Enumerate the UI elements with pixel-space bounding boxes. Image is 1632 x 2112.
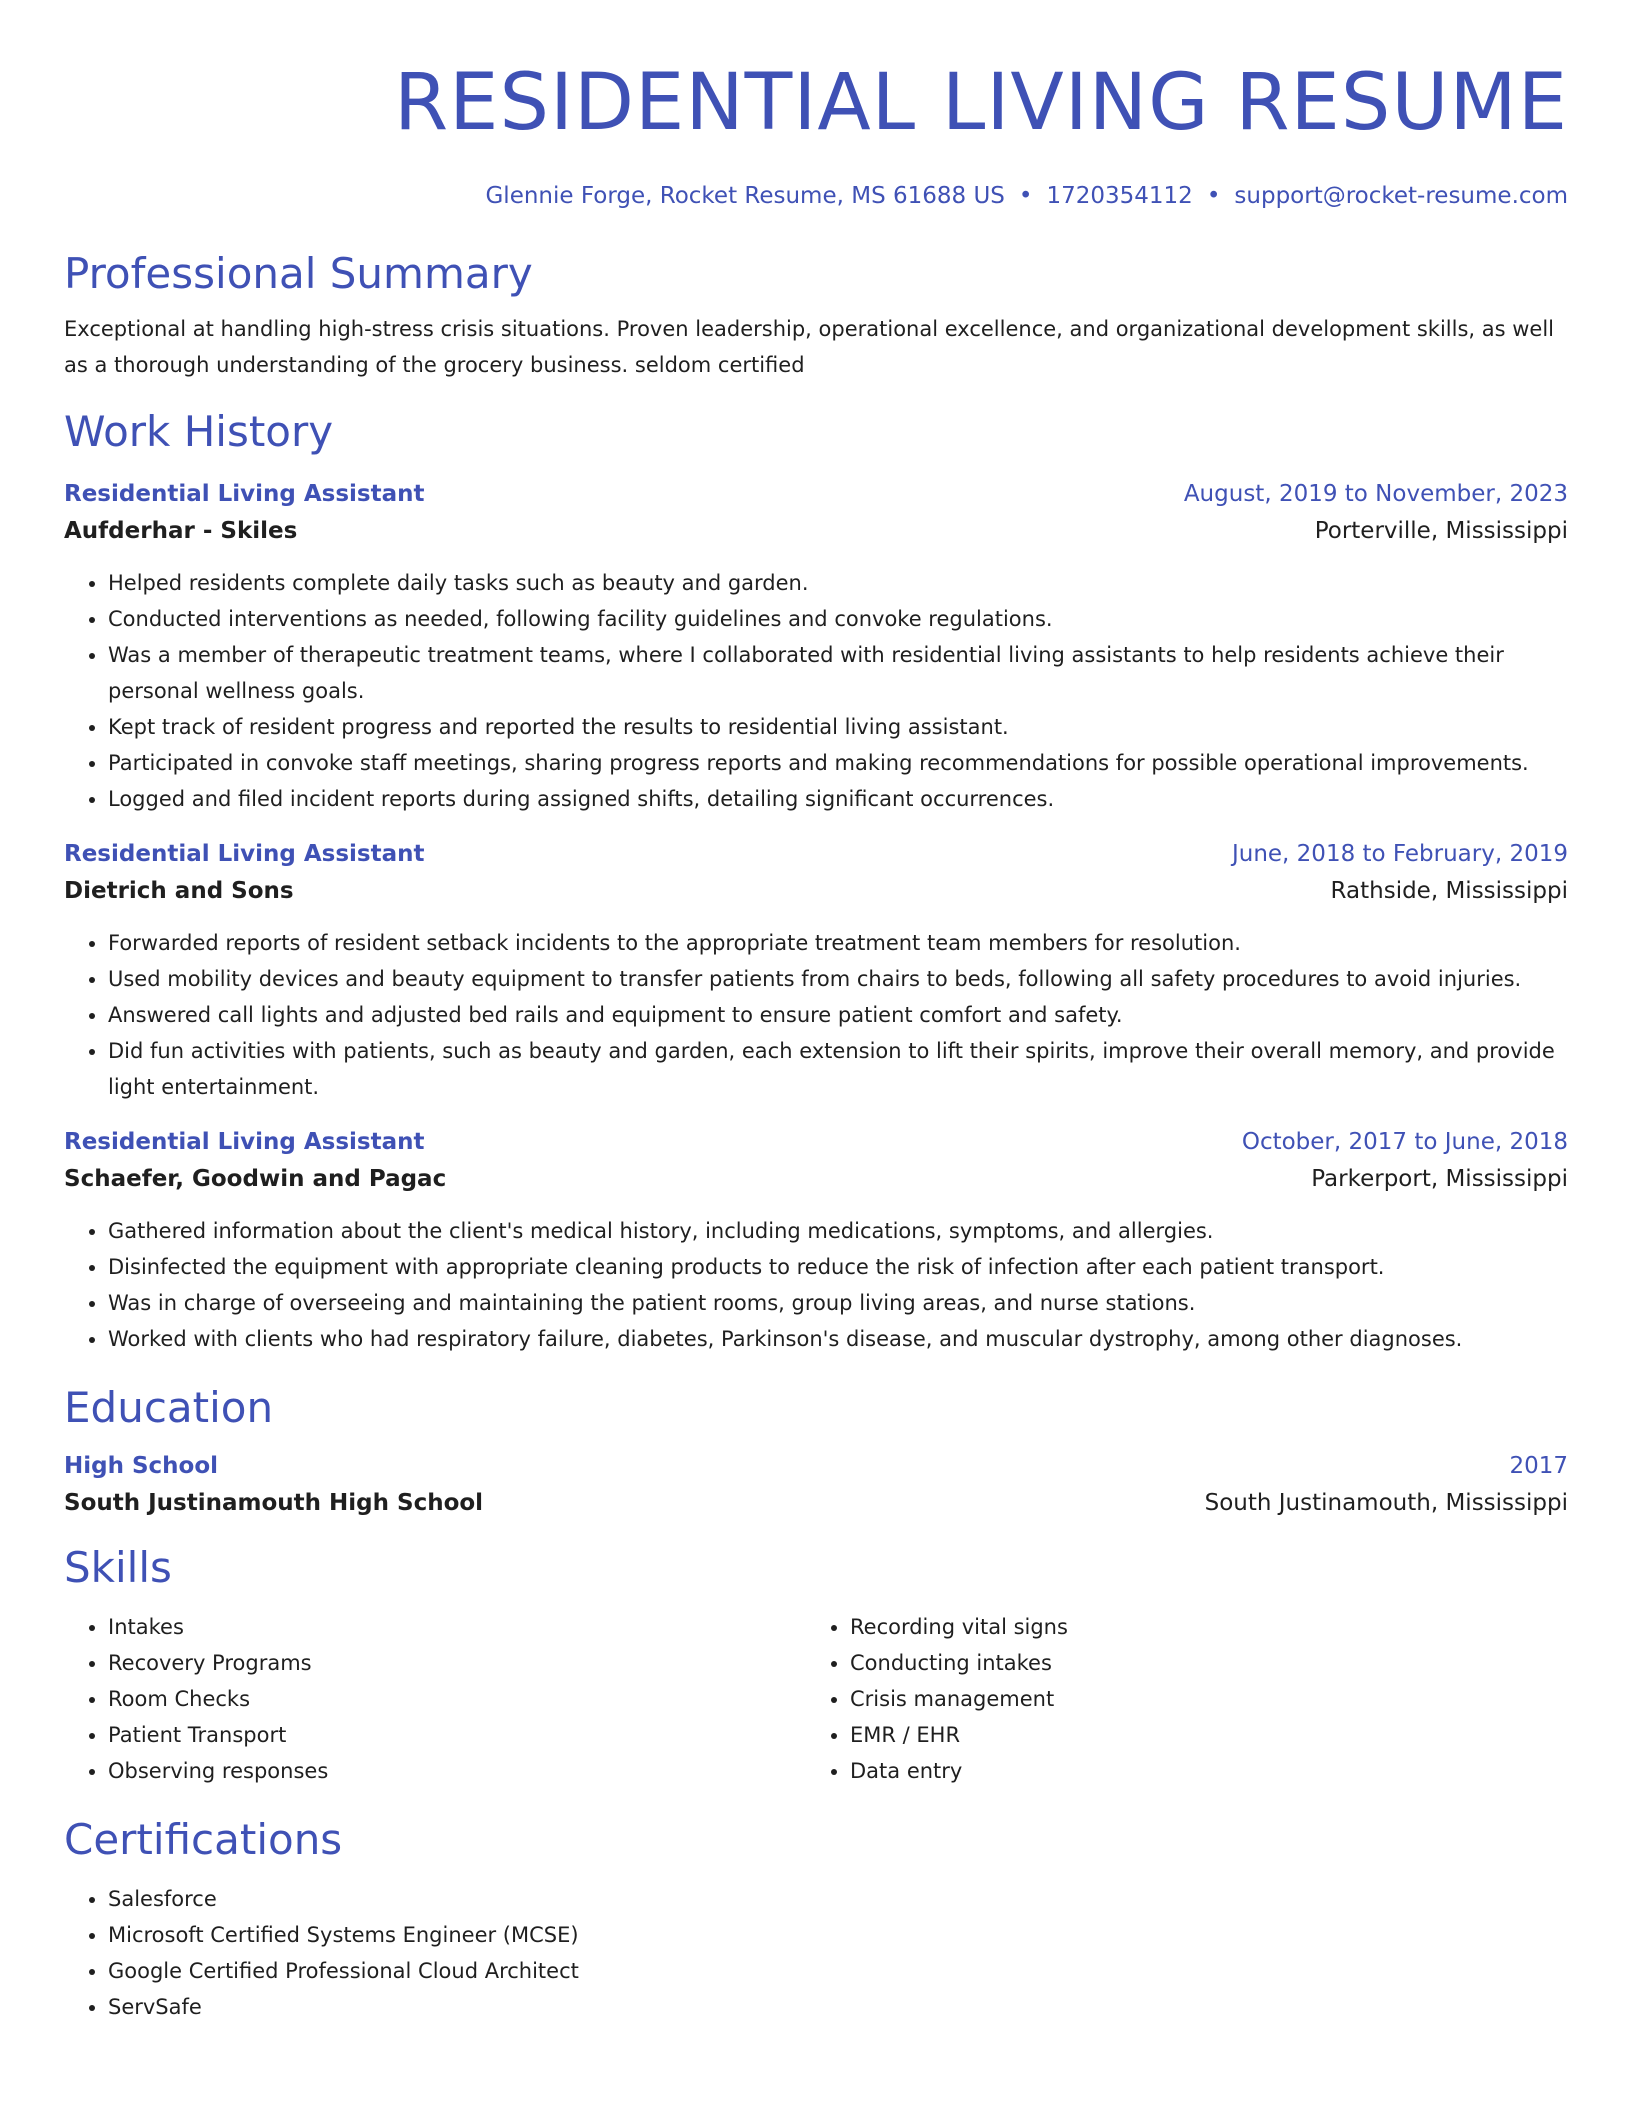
job-bullets <box>64 1213 1568 1357</box>
certification-item: • Microsoft Certified Systems Engineer (MCSE) <box>108 1917 1568 1953</box>
job-role: Residential Living Assistant <box>64 841 425 867</box>
job-bullet: • Answered call lights and adjusted bed rails and equipment to ensure patient comfort and safety. <box>108 997 1568 1033</box>
job-entry <box>64 837 1568 1105</box>
job-bullet: • Gathered information about the client's medical history, including medications, symptoms, and allergies. <box>108 1213 1568 1249</box>
job-bullet: • Worked with clients who had respiratory failure, diabetes, Parkinson's disease, and muscular dystrophy, among other diagnoses. <box>108 1321 1568 1357</box>
work-history-heading: Work History <box>64 407 334 456</box>
job-bullet: • Forwarded reports of resident setback incidents to the appropriate treatment team members for resolution. <box>108 925 1568 961</box>
summary-heading: Professional Summary <box>64 249 533 298</box>
job-entry <box>64 477 1568 817</box>
certifications-list <box>64 1881 1568 2025</box>
skill-item: • Crisis management <box>850 1681 1548 1717</box>
job-location: Porterville, Mississippi <box>1314 518 1568 544</box>
skill-item: • Intakes <box>108 1609 806 1645</box>
job-bullet: • Participated in convoke staff meetings, sharing progress reports and making recommendations for possible operational improvements. <box>108 745 1568 781</box>
job-dates: August, 2019 to November, 2023 <box>1183 481 1568 507</box>
certification-item: • Salesforce <box>108 1881 1568 1917</box>
job-location: Rathside, Mississippi <box>1330 878 1568 904</box>
contact-line <box>64 181 1568 211</box>
job-employer: Dietrich and Sons <box>64 878 294 904</box>
skill-item: • EMR / EHR <box>850 1717 1548 1753</box>
job-dates: October, 2017 to June, 2018 <box>1241 1129 1568 1155</box>
job-bullet: • Used mobility devices and beauty equipment to transfer patients from chairs to beds, following all safety procedures to avoid injuries. <box>108 961 1568 997</box>
certification-item: • Google Certified Professional Cloud Architect <box>108 1953 1568 1989</box>
contact-separator: • <box>1206 183 1221 209</box>
job-employer: Aufderhar - Skiles <box>64 518 298 544</box>
job-bullet: • Did fun activities with patients, such as beauty and garden, each extension to lift their spirits, improve their overall memory, and provide light entertainment. <box>108 1033 1568 1105</box>
education-location: South Justinamouth, Mississippi <box>1204 1490 1568 1516</box>
education-entry <box>64 1449 1568 1523</box>
contact-phone: 1720354112 <box>1046 183 1193 209</box>
skill-item: • Recording vital signs <box>850 1609 1548 1645</box>
education-year: 2017 <box>1509 1453 1568 1479</box>
skills-heading: Skills <box>64 1543 172 1592</box>
skill-item: • Conducting intakes <box>850 1645 1548 1681</box>
summary-text: Exceptional at handling high-stress crisis situations. Proven leadership, operational excellence, and organizational development skills, as well as a thorough understanding of the grocery business. seldom certified <box>64 317 1555 377</box>
skill-item: • Observing responses <box>108 1753 806 1789</box>
job-role: Residential Living Assistant <box>64 1129 425 1155</box>
job-bullets <box>64 925 1568 1105</box>
education-heading: Education <box>64 1383 274 1432</box>
skills-grid <box>64 1609 1568 1789</box>
skill-item: • Recovery Programs <box>108 1645 806 1681</box>
skills-list-right <box>806 1609 1548 1789</box>
contact-email: support@rocket-resume.com <box>1234 183 1568 209</box>
job-location: Parkerport, Mississippi <box>1311 1166 1568 1192</box>
education-school: South Justinamouth High School <box>64 1490 484 1516</box>
education-degree: High School <box>64 1453 219 1479</box>
job-bullet: • Kept track of resident progress and reported the results to residential living assistant. <box>108 709 1568 745</box>
skill-item: • Room Checks <box>108 1681 806 1717</box>
resume-title: RESIDENTIAL LIVING RESUME <box>393 58 1568 148</box>
job-bullet: • Logged and filed incident reports during assigned shifts, detailing significant occurrences. <box>108 781 1568 817</box>
job-bullets <box>64 565 1568 817</box>
contact-address: Glennie Forge, Rocket Resume, MS 61688 US <box>485 183 1005 209</box>
job-role: Residential Living Assistant <box>64 481 425 507</box>
job-bullet: • Disinfected the equipment with appropriate cleaning products to reduce the risk of infection after each patient transport. <box>108 1249 1568 1285</box>
job-bullet: • Was in charge of overseeing and maintaining the patient rooms, group living areas, and nurse stations. <box>108 1285 1568 1321</box>
skill-item: • Data entry <box>850 1753 1548 1789</box>
job-entry <box>64 1125 1568 1357</box>
contact-separator: • <box>1018 183 1033 209</box>
job-bullet: • Helped residents complete daily tasks such as beauty and garden. <box>108 565 1568 601</box>
job-dates: June, 2018 to February, 2019 <box>1231 841 1568 867</box>
certification-item: • ServSafe <box>108 1989 1568 2025</box>
job-employer: Schaefer, Goodwin and Pagac <box>64 1166 447 1192</box>
job-bullet: • Conducted interventions as needed, following facility guidelines and convoke regulations. <box>108 601 1568 637</box>
job-bullet: • Was a member of therapeutic treatment teams, where I collaborated with residential living assistants to help residents achieve their personal wellness goals. <box>108 637 1568 709</box>
certifications-heading: Certifications <box>64 1815 343 1864</box>
skills-list-left <box>64 1609 806 1789</box>
skill-item: • Patient Transport <box>108 1717 806 1753</box>
